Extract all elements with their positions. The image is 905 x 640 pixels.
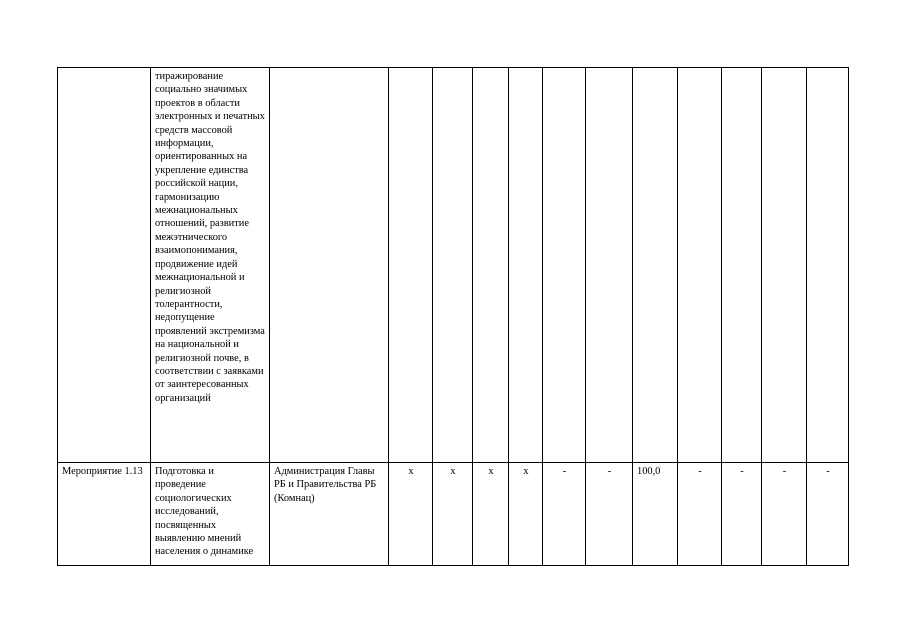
value-cell: x: [509, 463, 543, 566]
value-cell: [543, 68, 586, 463]
value-cell: x: [473, 463, 509, 566]
value-cell: -: [722, 463, 762, 566]
value-cell: [678, 68, 722, 463]
value-cell: [586, 68, 633, 463]
event-id-cell: Мероприятие 1.13: [58, 463, 151, 566]
value-cell: -: [762, 463, 807, 566]
value-cell: -: [678, 463, 722, 566]
executor-cell: [270, 68, 389, 463]
table-row: [58, 68, 849, 463]
value-cell: -: [807, 463, 849, 566]
value-cell: [633, 68, 678, 463]
value-cell: x: [389, 463, 433, 566]
value-cell: [807, 68, 849, 463]
event-description-cell: тиражирование социально значимых проектов в области электронных и печатных средств массовой информации, ориентированных на укрепление единства российской нации, гармонизацию межнациональных отношений, развитие межэтнического взаимопонимания, продвижение идей межнациональной и религиозной толерантности, недопущение проявлений экстремизма на национальной и религиозной почве, в соответствии с заявками от заинтересованных организаций: [151, 68, 270, 463]
event-description-cell: Подготовка и проведение социологических исследований, посвященных выявлению мнений населения о динамике: [151, 463, 270, 566]
executor-cell: Администрация Главы РБ и Правительства РБ (Комнац): [270, 463, 389, 566]
program-events-table: [57, 67, 849, 566]
value-cell: [722, 68, 762, 463]
event-id-cell: [58, 68, 151, 463]
value-cell: 100,0: [633, 463, 678, 566]
value-cell: x: [433, 463, 473, 566]
value-cell: -: [543, 463, 586, 566]
value-cell: [762, 68, 807, 463]
value-cell: [433, 68, 473, 463]
table-row: [58, 463, 849, 566]
value-cell: [509, 68, 543, 463]
value-cell: [473, 68, 509, 463]
value-cell: [389, 68, 433, 463]
value-cell: -: [586, 463, 633, 566]
